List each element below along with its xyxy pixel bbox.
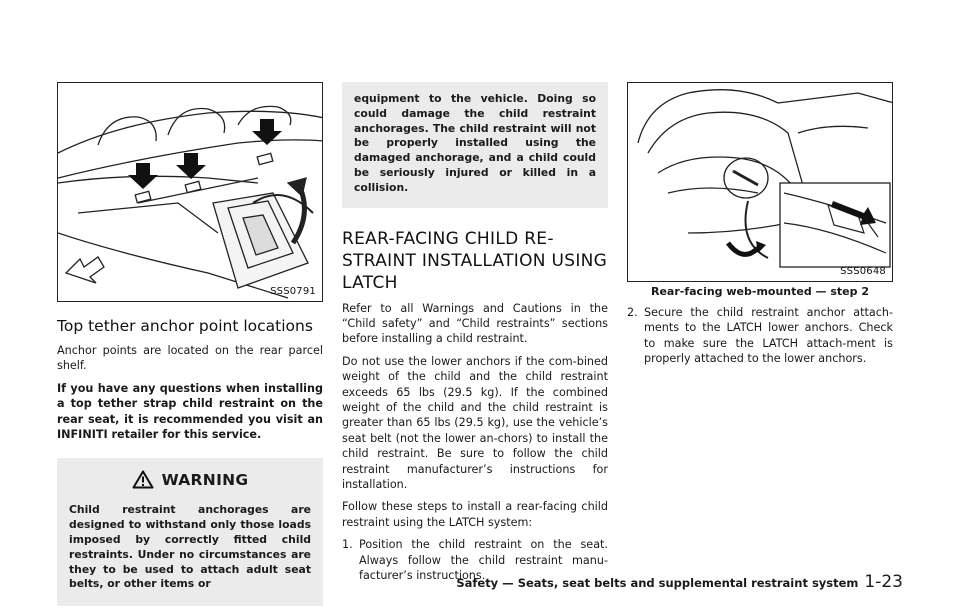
column-middle <box>342 82 608 583</box>
rear-facing-seat-drawing <box>628 83 893 282</box>
body-paragraph: Do not use the lower anchors if the com-bined weight of the child and the child restraint exceeds 65 lbs (29.5 kg). If the combined weight of the child and the child restraint is greater than 65 lbs (29.5 kg), use the vehicle’s seat belt (not the lower an-chors) to install the child restraint. Be sure to follow the child restraint manufacturer’s instructions for installation. <box>342 354 608 492</box>
body-paragraph: Follow these steps to install a rear-facing child restraint using the LATCH system: <box>342 500 608 529</box>
body-paragraph: Anchor points are located on the rear parcel shelf. <box>57 344 323 373</box>
warning-box-continued <box>342 82 608 208</box>
step-text: Secure the child restraint anchor attach-ments to the LATCH lower anchors. Check to make sure the LATCH attach-ment is properly attached to the lower anchors. <box>644 306 893 366</box>
figure-caption: Rear-facing web-mounted — step 2 <box>651 285 869 298</box>
footer-section-text: Safety — Seats, seat belts and supplemental restraint system <box>456 576 859 590</box>
page-footer <box>456 572 903 592</box>
bold-paragraph: If you have any questions when installing a top tether strap child restraint on the rear seat, it is recommended you visit an INFINITI retailer for this service. <box>57 381 323 442</box>
warning-triangle-icon <box>132 470 154 489</box>
section-heading: Top tether anchor point locations <box>57 317 313 335</box>
warning-text-continued: equipment to the vehicle. Doing so could damage the child restraint anchorages. The child restraint will not be properly installed using the damaged anchorage, and a child could be seriously injured or killed in a collision. <box>354 92 596 194</box>
step-number: 1. <box>342 538 353 552</box>
column-left <box>57 82 323 606</box>
step-number: 2. <box>627 306 638 319</box>
page-number: 1-23 <box>864 572 903 592</box>
step-text: Position the child restraint on the seat. Always follow the child restraint manu-facturer’s instructions. <box>359 538 608 583</box>
warning-text: Child restraint anchorages are designed to withstand only those loads imposed by correctly fitted child restraints. Under no circumstances are they to be used to attach adult seat belts, or other items or <box>69 503 311 591</box>
warning-header <box>69 470 311 489</box>
parcel-shelf-drawing <box>58 83 323 302</box>
figure-code: SSS0648 <box>840 266 886 277</box>
step-item <box>627 305 893 367</box>
column-right <box>627 82 893 367</box>
rear-facing-seat-illustration <box>627 82 893 282</box>
body-paragraph: Refer to all Warnings and Cautions in the “Child safety” and “Child restraints” sections before installing a child restraint. <box>342 301 608 346</box>
figure-code: SSS0791 <box>270 286 316 297</box>
warning-title: WARNING <box>161 470 249 489</box>
section-title: REAR-FACING CHILD RE-STRAINT INSTALLATION USING LATCH <box>342 228 608 293</box>
parcel-shelf-anchor-illustration <box>57 82 323 302</box>
warning-box <box>57 458 323 606</box>
